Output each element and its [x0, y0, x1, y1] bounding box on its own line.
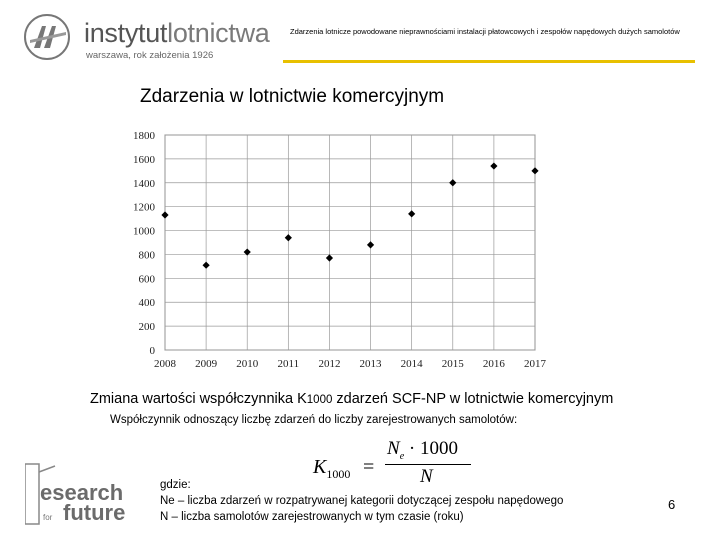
y-tick-label: 800: [138, 249, 155, 262]
institute-logo: [22, 12, 270, 62]
x-tick-label: 2010: [236, 358, 259, 370]
logo-word-research: esearch: [40, 480, 124, 505]
y-tick-label: 1400: [133, 177, 155, 190]
formula-equals: =: [363, 456, 375, 478]
coefficient-description: Współczynnik odnoszący liczbę zdarzeń do liczby zarejestrowanych samolotów:: [110, 414, 518, 426]
formula-lhs-subscript: 1000: [326, 467, 351, 481]
formula-legend-n: N – liczba samolotów zarejestrowanych w tym czasie (roku): [160, 511, 464, 523]
page-number: 6: [668, 497, 676, 512]
y-tick-label: 400: [138, 297, 155, 310]
formula-numerator: [387, 438, 458, 462]
formula-lhs-symbol: K: [313, 456, 327, 478]
x-tick-label: 2008: [154, 358, 176, 370]
caption-prefix: Zmiana wartości współczynnika K: [90, 391, 307, 407]
logo-word-future: future: [63, 500, 126, 525]
scatter-chart: [110, 125, 560, 375]
caption-subscript: 1000: [306, 394, 333, 406]
data-point: [161, 211, 168, 218]
y-tick-label: 1200: [133, 201, 155, 214]
y-tick-label: 600: [138, 273, 155, 286]
data-point: [531, 167, 538, 174]
data-point: [285, 234, 292, 241]
caption-suffix: zdarzeń SCF-NP w lotnictwie komercyjnym: [332, 391, 614, 407]
data-point: [326, 254, 333, 261]
data-point: [203, 262, 210, 269]
formula-legend-ne: Ne – liczba zdarzeń w rozpatrywanej kategorii dotyczącej zespołu napędowego: [160, 495, 564, 507]
data-point: [490, 162, 497, 169]
y-tick-label: 200: [138, 321, 155, 334]
y-tick-label: 0: [149, 345, 155, 357]
x-tick-label: 2017: [524, 358, 546, 370]
x-tick-label: 2009: [195, 358, 218, 370]
chart-title: Zdarzenia w lotnictwie komercyjnym: [140, 86, 445, 107]
document-title: Zdarzenia lotnicze powodowane nieprawnościami instalacji płatowcowych i zespołów napędowych dużych samolotów: [290, 27, 680, 36]
formula-numerator-symbol: N: [387, 438, 400, 459]
formula-numerator-subscript: e: [399, 450, 405, 462]
formula-denominator: N: [420, 466, 433, 487]
x-tick-label: 2015: [441, 358, 464, 370]
formula-numerator-factor: · 1000: [408, 438, 458, 459]
logo-name-accent: lotnictwa: [167, 18, 270, 48]
formula-fraction-bar: [385, 464, 471, 465]
data-point: [449, 179, 456, 186]
data-point: [367, 241, 374, 248]
x-tick-label: 2011: [277, 358, 300, 370]
y-tick-label: 1000: [133, 225, 155, 238]
x-tick-label: 2014: [400, 358, 423, 370]
aviation-emblem-icon: [22, 12, 72, 62]
data-point: [408, 210, 415, 217]
plot-area-frame: [165, 135, 535, 350]
x-tick-label: 2013: [359, 358, 382, 370]
x-tick-label: 2012: [318, 358, 341, 370]
research-for-future-logo: [25, 462, 150, 526]
logo-name: [84, 18, 270, 49]
header-divider: [283, 60, 695, 63]
x-tick-label: 2016: [482, 358, 505, 370]
y-tick-label: 1600: [133, 153, 155, 166]
formula-legend-intro: gdzie:: [160, 479, 191, 491]
y-tick-label: 1800: [133, 130, 155, 142]
logo-tagline: warszawa, rok założenia 1926: [86, 50, 214, 61]
logo-name-main: instytut: [84, 18, 168, 48]
chart-caption: [90, 391, 613, 407]
formula-legend: [160, 477, 563, 525]
logo-word-for: for: [43, 513, 53, 522]
